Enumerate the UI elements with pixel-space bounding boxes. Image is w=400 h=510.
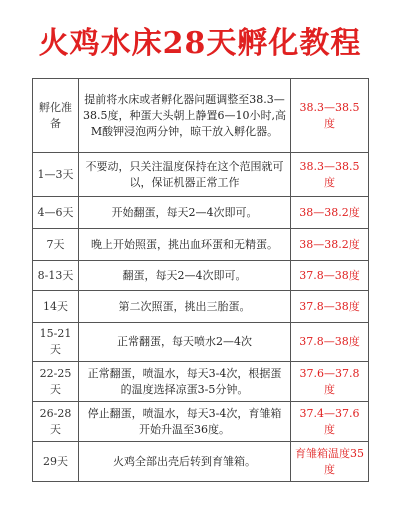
table-row bbox=[33, 153, 369, 197]
description-cell: 翻蛋，每天2—4次即可。 bbox=[79, 261, 291, 291]
day-cell: 孵化准备 bbox=[33, 79, 79, 153]
temperature-cell: 38.3—38.5度 bbox=[291, 79, 369, 153]
description-cell: 开始翻蛋，每天2—4次即可。 bbox=[79, 197, 291, 229]
table-row bbox=[33, 442, 369, 482]
temperature-cell: 38—38.2度 bbox=[291, 229, 369, 261]
description-cell: 正常翻蛋，喷温水，每天3-4次，根据蛋的温度选择凉蛋3-5分钟。 bbox=[79, 362, 291, 402]
temperature-cell: 37.8—38度 bbox=[291, 261, 369, 291]
description-cell: 晚上开始照蛋，挑出血环蛋和无精蛋。 bbox=[79, 229, 291, 261]
description-cell: 火鸡全部出壳后转到育雏箱。 bbox=[79, 442, 291, 482]
description-cell: 提前将水床或者孵化器问题调整至38.3—38.5度，种蛋大头朝上静置6—10小时,高M酸钾浸泡两分钟，晾干放入孵化器。 bbox=[79, 79, 291, 153]
day-cell: 26-28天 bbox=[33, 402, 79, 442]
table-row bbox=[33, 323, 369, 362]
table-row bbox=[33, 402, 369, 442]
temperature-cell: 37.8—38度 bbox=[291, 323, 369, 362]
description-cell: 不要动，只关注温度保持在这个范围就可以，保证机器正常工作 bbox=[79, 153, 291, 197]
day-cell: 29天 bbox=[33, 442, 79, 482]
page-title: 火鸡水床28天孵化教程 bbox=[38, 26, 362, 61]
day-cell: 7天 bbox=[33, 229, 79, 261]
temperature-cell: 38.3—38.5度 bbox=[291, 153, 369, 197]
day-cell: 1—3天 bbox=[33, 153, 79, 197]
temperature-cell: 37.6—37.8度 bbox=[291, 362, 369, 402]
description-cell: 正常翻蛋，每天喷水2—4次 bbox=[79, 323, 291, 362]
table-row bbox=[33, 291, 369, 323]
day-cell: 8-13天 bbox=[33, 261, 79, 291]
day-cell: 15-21天 bbox=[33, 323, 79, 362]
day-cell: 14天 bbox=[33, 291, 79, 323]
temperature-cell: 37.4—37.6度 bbox=[291, 402, 369, 442]
day-cell: 4—6天 bbox=[33, 197, 79, 229]
temperature-cell: 37.8—38度 bbox=[291, 291, 369, 323]
hatching-table bbox=[32, 78, 369, 482]
description-cell: 第二次照蛋，挑出三胎蛋。 bbox=[79, 291, 291, 323]
temperature-cell: 育雏箱温度35度 bbox=[291, 442, 369, 482]
table-row bbox=[33, 261, 369, 291]
table-row bbox=[33, 229, 369, 261]
day-cell: 22-25天 bbox=[33, 362, 79, 402]
description-cell: 停止翻蛋，喷温水，每天3-4次，育雏箱开始升温至36度。 bbox=[79, 402, 291, 442]
table-row bbox=[33, 197, 369, 229]
table-row bbox=[33, 79, 369, 153]
temperature-cell: 38—38.2度 bbox=[291, 197, 369, 229]
table-row bbox=[33, 362, 369, 402]
